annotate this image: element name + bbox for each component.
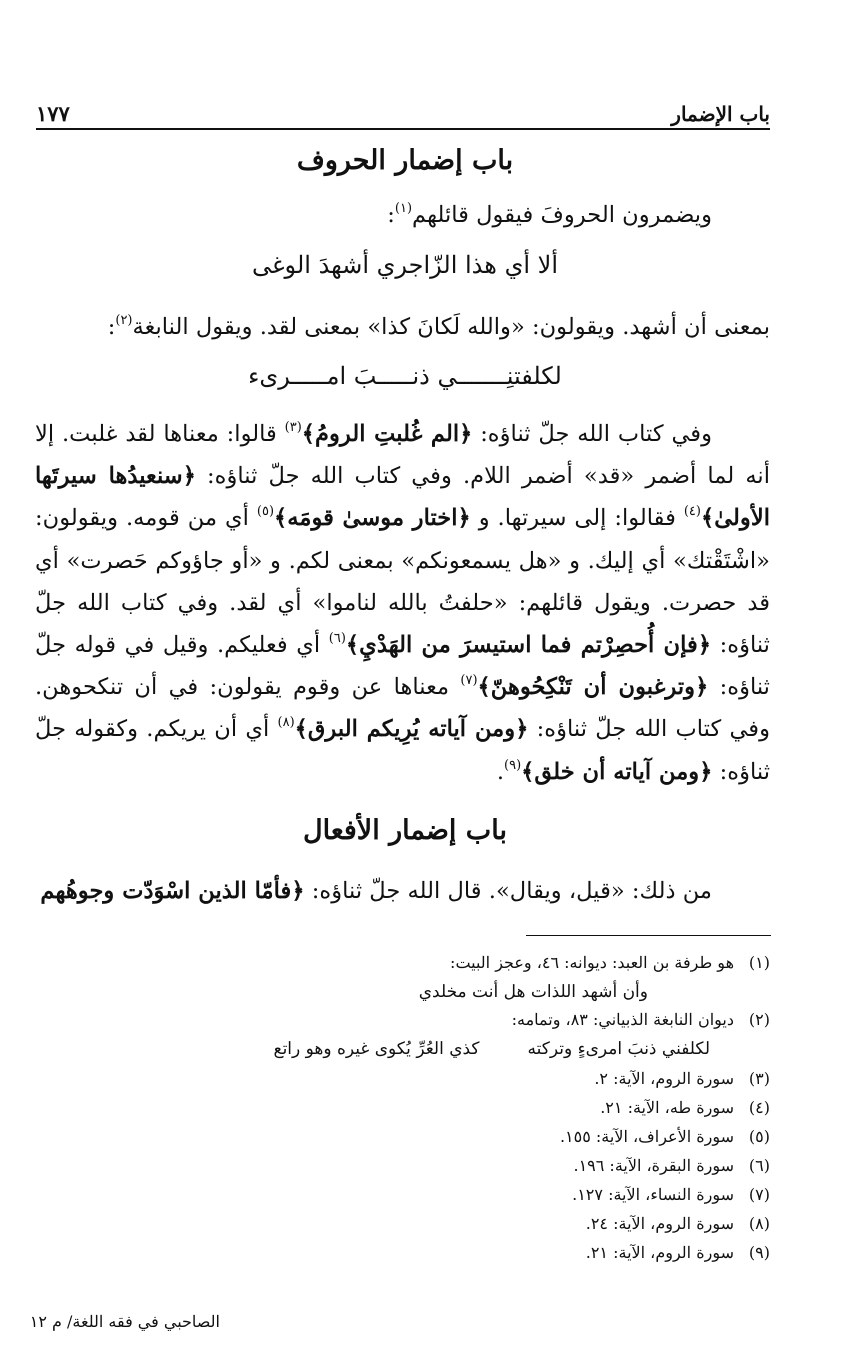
footnote-ref: (٦)	[328, 631, 346, 647]
footnote-ref: (٣)	[284, 420, 302, 435]
footnote-ref: (٨)	[277, 715, 295, 731]
verbs-paragraph: من ذلك: «قيل، ويقال». قال الله جلّ ثناؤه: ﴿فأمّا الذين اسْوَدّت وجوهُهم	[40, 878, 712, 904]
quran-quote: ﴿سنعيدُها سيرتَها الأولىٰ﴾	[35, 463, 770, 532]
footnote-item: (٦) سورة البقرة، الآية: ١٩٦.	[573, 1156, 770, 1175]
footnote-separator	[526, 935, 771, 936]
footnote-item: (٨) سورة الروم، الآية: ٢٤.	[585, 1214, 770, 1233]
quran-quote: ﴿ومن آياته يُرِيكم البرق﴾	[294, 716, 529, 743]
quran-quote: ﴿فأمّا الذين اسْوَدّت وجوهُهم	[40, 878, 305, 904]
footnote-item: (١) هو طرفة بن العبد: ديوانه: ٤٦، وعجز البيت:	[450, 953, 770, 972]
running-header	[36, 92, 770, 126]
footnote-item: (٩) سورة الروم، الآية: ٢١.	[585, 1243, 770, 1262]
footnotes	[30, 953, 770, 1272]
footnote-poem: وأن أشهد اللذات هل أنت مخلدي	[418, 982, 648, 1002]
page-number: ١٧٧	[36, 101, 70, 126]
footnote-ref: (١)	[394, 201, 413, 216]
footnote-ref: (٩)	[504, 757, 522, 773]
book-signature-footer: الصاحبي في فقه اللغة/ م ١٢	[29, 1312, 220, 1331]
intro-line: ويضمرون الحروفَ فيقول قائلهم$^{(١)}$:	[387, 201, 712, 228]
chapter-title: باب الإضمار	[671, 102, 770, 126]
footnote-ref: (٧)	[460, 673, 478, 689]
verse-line-2: لكلفتنِـــــــي ذنـــــبَ امـــــرىء	[248, 362, 562, 390]
section-title-verbs: باب إضمار الأفعال	[303, 815, 507, 846]
footnote-item: (٧) سورة النساء، الآية: ١٢٧.	[572, 1185, 770, 1204]
main-paragraph: وفي كتاب الله جلّ ثناؤه: ﴿الم غُلبتِ الرومُ﴾$^{(٣)}$ قالوا: معناها لقد غلبت. إلا أنه لما أضمر «قد» أضمر اللام. وفي كتاب الله جلّ ثناؤه: ﴿سنعيدُها سيرتَها الأولىٰ﴾$^{(٤)}$ فقالوا: إلى سيرتها. و ﴿اختار موسىٰ قومَه﴾$^{(٥)}$ أي من قومه. ويقولون: «اشْتَقْتك» أي إليك. و «هل يسمعونكم» بمعنى لكم. و «أو جاؤوكم حَصرت» أي قد حصرت. ويقول قائلهم: «حلفتُ بالله لناموا» أي لقد. وفي كتاب الله جلّ ثناؤه: ﴿فإن أُحصِرْتم فما استيسرَ من الهَدْيِ﴾$^{(٦)}$ أي فعليكم. وقيل في قوله جلّ ثناؤه: ﴿وترغبون أن تَنْكِحُوهنّ﴾$^{(٧)}$ معناها عن وقوم يقولون: في أن تنكحوهن. وفي كتاب الله جلّ ثناؤه: ﴿ومن آياته يُرِيكم البرق﴾$^{(٨)}$ أي أن يريكم. وكقوله جلّ ثناؤه: ﴿ومن آياته أن خلق﴾$^{(٩)}$.	[35, 420, 771, 785]
footnote-item: (٤) سورة طه، الآية: ٢١.	[600, 1098, 770, 1117]
quran-quote: ﴿الم غُلبتِ الرومُ﴾	[301, 421, 473, 447]
quran-quote: ﴿وترغبون أن تَنْكِحُوهنّ﴾	[477, 674, 709, 701]
section-title-letters: باب إضمار الحروف	[296, 145, 514, 176]
footnote-poem: لكلفني ذنبَ امرىءٍ وتركته كذي العُرِّ يُكوى غيره وهو راتع	[273, 1039, 710, 1059]
footnote-ref: (٤)	[683, 504, 701, 520]
verse-line: ألا أي هذا الزّاجري أشهدَ الوغى	[252, 251, 558, 279]
quran-quote: ﴿فإن أُحصِرْتم فما استيسرَ من الهَدْيِ﴾	[345, 632, 712, 659]
quran-quote: ﴿اختار موسىٰ قومَه﴾	[274, 505, 471, 532]
footnote-ref: (٥)	[256, 504, 275, 520]
footnote-item: (٢) ديوان النابغة الذبياني: ٨٣، وتمامه:	[511, 1010, 770, 1029]
quran-quote: ﴿ومن آياته أن خلق﴾	[521, 758, 713, 785]
meaning-line: بمعنى أن أشهد. ويقولون: «والله لَكانَ كذا» بمعنى لقد. ويقول النابغة$^{(٢)}$:	[107, 313, 770, 340]
footnote-item: (٣) سورة الروم، الآية: ٢.	[594, 1069, 770, 1088]
header-rule	[36, 128, 770, 130]
footnote-ref: (٢)	[115, 313, 133, 328]
footnote-item: (٥) سورة الأعراف، الآية: ١٥٥.	[559, 1127, 770, 1146]
